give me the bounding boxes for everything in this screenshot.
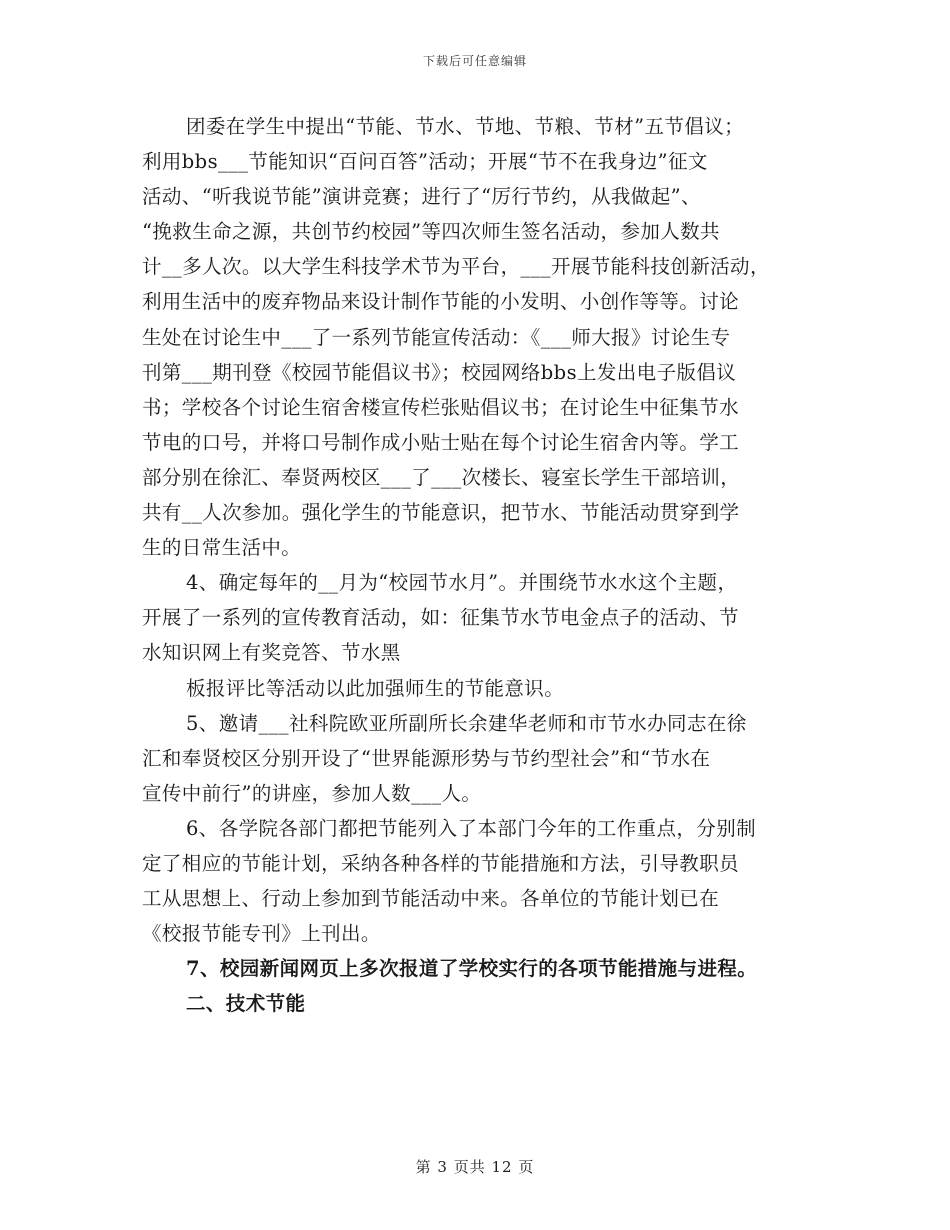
text-line: 利用生活中的废弃物品来设计制作节能的小发明、小创作等等。讨论 [142, 290, 740, 314]
paragraph [142, 811, 808, 951]
text-line: 计__多人次。以大学生科技学术节为平台，___开展节能科技创新活动， [142, 255, 770, 279]
text-line: 利用bbs___节能知识“百问百答”活动；开展“节不在我身边”征文 [142, 150, 708, 174]
text-line: 书；学校各个讨论生宿舍楼宣传栏张贴倡议书；在讨论生中征集节水 [142, 395, 740, 419]
text-line: 5、邀请___社科院欧亚所副所长余建华老师和市节水办同志在徐 [186, 711, 747, 735]
text-line: 7、校园新闻网页上多次报道了学校实行的各项节能措施与进程。 [186, 957, 758, 981]
text-line: 生的日常生活中。 [142, 536, 302, 560]
text-line: 开展了一系列的宣传教育活动，如：征集节水节电金点子的活动、节 [142, 606, 740, 630]
paragraph [142, 951, 808, 986]
text-line: 节电的口号，并将口号制作成小贴士贴在每个讨论生宿舍内等。学工 [142, 430, 740, 454]
document-body [142, 109, 808, 1021]
text-line: 4、确定每年的__月为“校园节水月”。并围绕节水水这个主题， [186, 571, 738, 595]
text-line: 共有__人次参加。强化学生的节能意识，把节水、节能活动贯穿到学 [142, 501, 740, 525]
text-line: 刊第___期刊登《校园节能倡议书》；校园网络bbs上发出电子版倡议 [142, 360, 737, 384]
text-line: 团委在学生中提出“节能、节水、节地、节粮、节材”五节倡议； [186, 115, 745, 138]
page-footer: 第 3 页共 12 页 [415, 1158, 535, 1176]
section-heading [142, 986, 808, 1021]
text-line: 宣传中前行”的讲座，参加人数___人。 [142, 781, 482, 805]
paragraph [142, 109, 808, 565]
text-line: 定了相应的节能计划，采纳各种各样的节能措施和方法，引导教职员 [142, 851, 740, 875]
text-line: 板报评比等活动以此加强师生的节能意识。 [186, 676, 565, 700]
page-header: 下载后可任意编辑 [422, 54, 527, 68]
text-line: 部分别在徐汇、奉贤两校区___了___次楼长、寝室长学生干部培训， [142, 465, 741, 489]
text-line: 《校报节能专刊》上刊出。 [142, 922, 381, 946]
text-line: 6、各学院各部门都把节能列入了本部门今年的工作重点，分别制 [186, 816, 757, 840]
text-line: 工从思想上、行动上参加到节能活动中来。各单位的节能计划已在 [142, 887, 720, 911]
paragraph [142, 706, 808, 811]
paragraph [142, 671, 808, 706]
text-line: 活动、“听我说节能”演讲竞赛；进行了“厉行节约，从我做起”、 [142, 185, 701, 209]
paragraph [142, 565, 808, 670]
text-line: 汇和奉贤校区分别开设了“世界能源形势与节约型社会”和“节水在 [142, 746, 711, 770]
text-line: 生处在讨论生中___了一系列节能宣传活动：《___师大报》讨论生专 [142, 325, 731, 349]
heading-text: 二、技术节能 [186, 992, 306, 1016]
text-line: 水知识网上有奖竞答、节水黑 [142, 641, 401, 665]
text-line: “挽救生命之源，共创节约校园”等四次师生签名活动，参加人数共 [142, 220, 720, 244]
